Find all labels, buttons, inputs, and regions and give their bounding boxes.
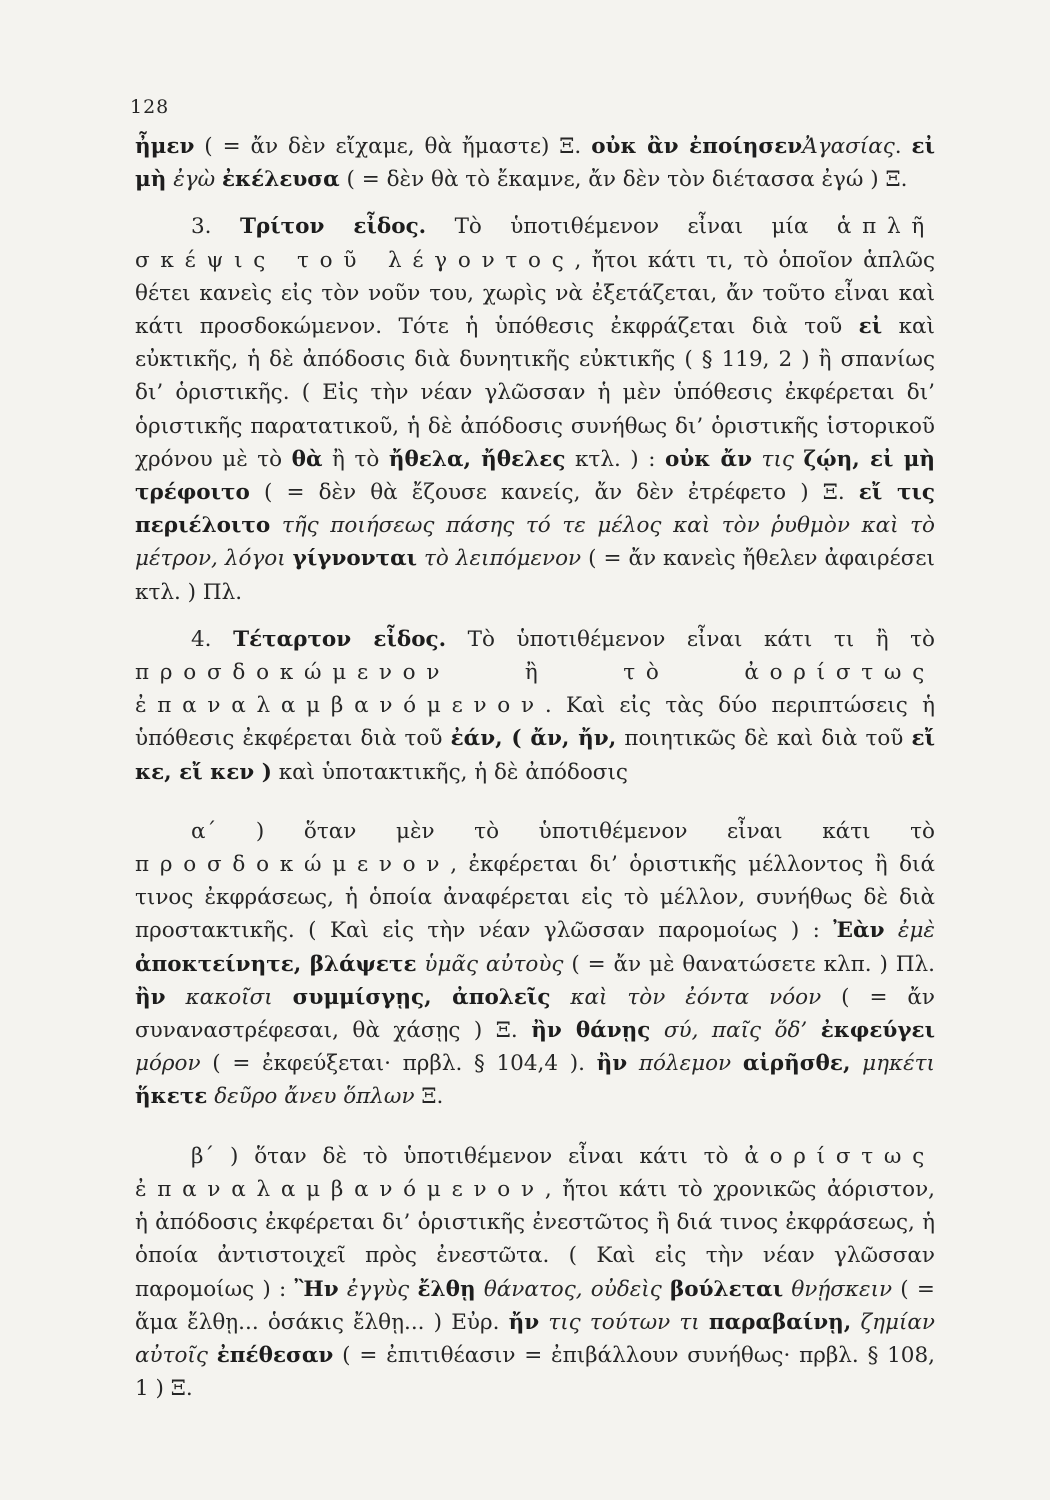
text-run	[731, 1051, 743, 1076]
italic-phrase: μόρον	[135, 1051, 201, 1077]
text-run: α΄ ) ὅταν μὲν τὸ ὑποτιθέμενον εἶναι κάτι τὸ	[191, 818, 935, 844]
text-run: , ἤτοι κάτι τὸ χρονικῶς ἀόριστον, ἡ ἀπόδοσις ἐκφέρεται δι’ ὁριστικῆς ἐνεστῶτος ἢ διά τινος ἐκφράσεως, ἡ ὁποία ἀντιστοιχεῖ πρὸς ἐνεστῶτα. ( Καὶ εἰς τὴν νέαν γλῶσσαν παρομοίως ) :	[135, 1176, 935, 1302]
page-number: 128	[130, 96, 170, 118]
bold-phrase: εἴ κε, εἴ κεν )	[135, 726, 935, 785]
text-run	[476, 1277, 484, 1302]
bold-phrase: ἐπέθεσαν	[216, 1342, 334, 1368]
bold-phrase: ἥκετε	[135, 1084, 208, 1110]
bold-phrase: ἤν	[508, 1309, 540, 1335]
spaced-phrase: προσδοκώμενον	[135, 852, 451, 878]
text-run: ( = ἅμα ἔλθῃ... ὁσάκις ἔλθῃ... ) Εὐρ.	[135, 1276, 935, 1335]
bold-phrase: οὐκ ἄν	[665, 446, 753, 472]
text-run: Τὸ ὑποτιθέμενον εἶναι μία	[426, 214, 837, 240]
text-run	[662, 1277, 670, 1302]
text-run: .	[894, 134, 912, 159]
bold-phrase: οὐκ ἂν ἐποίησεν	[591, 134, 803, 159]
paragraph-third-kind	[135, 210, 935, 608]
italic-phrase: κακοῖσι	[185, 984, 273, 1010]
text-run: ( = ἄν συναναστρέφεσαι, θὰ χάσῃς ) Ξ.	[135, 984, 935, 1044]
text-run: Ξ.	[414, 1084, 444, 1110]
text-run	[270, 513, 282, 538]
bold-phrase: συμμίσγῃς, ἀπολεῖς	[292, 984, 551, 1010]
italic-phrase: ὑμᾶς αὐτοὺς	[424, 951, 564, 977]
bold-phrase: ἢν	[596, 1051, 628, 1077]
paragraph-case-alpha	[135, 815, 935, 1114]
text-run	[650, 1018, 663, 1043]
text-run: καὶ εὐκτικῆς, ἡ δὲ ἀπόδοσις διὰ δυνητικῆς εὐκτικῆς ( § 119, 2 ) ἢ σπανίως δι’ ὁριστικῆς. ( Εἰς τὴν νέαν γλῶσσαν ἡ μὲν ὑπόθεσις ἐκφέρεται δι’ ὁριστικῆς παρατατικοῦ, ἡ δὲ ἀπόδοσις συνήθως δι’ ὁριστικῆς ἱστορικοῦ χρόνου μὲ τὸ	[135, 314, 935, 472]
text-run	[417, 546, 424, 571]
bold-phrase: γίγνονται	[292, 546, 418, 572]
text-run: ἢ τὸ	[322, 446, 389, 472]
bold-phrase: ἦμεν	[135, 134, 195, 159]
italic-phrase: τις τούτων τι	[548, 1309, 700, 1335]
bold-phrase: θὰ	[291, 446, 323, 472]
text-run	[166, 985, 186, 1010]
text-run	[286, 546, 293, 571]
italic-phrase: μηκέτι	[862, 1051, 935, 1077]
bold-phrase: ἀποκτείνητε, βλάψετε	[135, 951, 417, 977]
italic-phrase: ζημίαν αὐτοῖς	[135, 1309, 935, 1368]
text-run	[627, 1051, 639, 1076]
bold-phrase: ἤθελα, ἤθελες	[388, 446, 566, 472]
spaced-phrase: ἁπλῆ σκέψις τοῦ λέγοντος	[135, 214, 935, 273]
text-run	[700, 1310, 709, 1335]
text-run: 3.	[191, 214, 240, 240]
text-run: ( = ἐπιτιθέασιν = ἐπιβάλλουν συνήθως· πρβλ. § 108, 1 ) Ξ.	[135, 1342, 935, 1402]
italic-phrase: θάνατος, οὐδεὶς	[483, 1276, 662, 1302]
text-run: ( = δὲν θὰ ἔζουσε κανείς, ἄν δὲν ἐτρέφετο ) Ξ.	[249, 480, 859, 506]
body-text	[135, 130, 935, 1405]
italic-phrase: δεῦρο	[214, 1084, 278, 1110]
bold-phrase: ἢν	[135, 984, 166, 1010]
italic-phrase: ἐγὼ	[173, 167, 216, 193]
italic-phrase: Ἀγασίας	[802, 134, 895, 159]
spaced-phrase: προσδοκώμενον ἢ τὸ ἀορίστως ἐπαναλαμβανόμενον	[135, 660, 935, 719]
bold-phrase: ἐκέλευσα	[221, 167, 340, 193]
bold-phrase: Ἢν	[294, 1276, 339, 1302]
italic-phrase: σύ, παῖς ὅδ’	[663, 1018, 808, 1044]
text-run: ( = δὲν θὰ τὸ ἔκαμνε, ἄν δὲν τὸν διέτασσα ἐγώ ) Ξ.	[339, 167, 908, 193]
text-run	[807, 1018, 820, 1043]
bold-phrase: Τρίτον εἶδος.	[239, 214, 427, 240]
text-run: , ἐκφέρεται δι’ ὁριστικῆς μέλλοντος ἢ διά τινος ἐκφράσεως, ἡ ὁποία ἀναφέρεται εἰς τὸ μέλλον, συνήθως δὲ διὰ προστακτικῆς. ( Καὶ εἰς τὴν νέαν γλῶσσαν παρομοίως ) :	[135, 852, 935, 944]
text-run: κτλ. ) :	[565, 446, 665, 472]
bold-phrase: εἴ τις περιέλοιτο	[135, 480, 935, 539]
italic-phrase: τις	[761, 446, 794, 472]
italic-phrase: τῆς ποιήσεως πάσης τό τε μέλος καὶ τὸν ῥυθμὸν καὶ τὸ μέτρον, λόγοι	[135, 513, 935, 572]
text-run: ( = ἄν δὲν εἴχαμε, θὰ ἤμαστε) Ξ.	[194, 134, 592, 159]
bold-phrase: Ἐὰν	[833, 918, 885, 944]
bold-phrase: βούλεται	[670, 1276, 784, 1302]
text-run	[539, 1310, 548, 1335]
text-run: , ἤτοι κάτι τι, τὸ ὁποῖον ἁπλῶς θέτει κανεὶς εἰς τὸν νοῦν του, χωρὶς νὰ ἐξετάζεται, ἄν τοῦτο εἶναι καὶ κάτι προσδοκώμενον. Τότε ἡ ὑπόθεσις ἐκφράζεται διὰ τοῦ	[135, 247, 935, 340]
bold-phrase: ζῴη, εἰ μὴ τρέφοιτο	[135, 446, 935, 506]
paragraph-continuation	[135, 130, 935, 196]
bold-phrase: εἰ μὴ	[135, 134, 936, 193]
text-run: β΄ ) ὅταν δὲ τὸ ὑποτιθέμενον εἶναι κάτι τὸ	[191, 1143, 745, 1169]
bold-phrase: ἐάν, ( ἄν, ἤν,	[450, 726, 617, 752]
bold-phrase: ἐκφεύγει	[820, 1018, 935, 1044]
text-run	[885, 918, 898, 943]
italic-phrase: θνῄσκειν	[791, 1276, 893, 1302]
text-run: ( = ἐκφεύξεται· πρβλ. § 104,4 ).	[200, 1051, 597, 1077]
text-run: ποιητικῶς δὲ καὶ διὰ τοῦ	[616, 726, 912, 752]
text-run: ( = ἄν μὲ θανατώσετε κλπ. ) Πλ.	[563, 951, 935, 977]
text-run: 4.	[191, 626, 234, 652]
italic-phrase: ἐμὲ	[897, 918, 935, 944]
text-run: Τὸ ὑποτιθέμενον εἶναι κάτι τι ἢ τὸ	[446, 626, 935, 652]
text-run: ( = ἄν κανεὶς ἤθελεν ἀφαιρέσει κτλ. ) Πλ.	[135, 546, 935, 605]
italic-phrase: καὶ τὸν ἐόντα νόον	[570, 984, 822, 1010]
italic-phrase: ἐγγὺς	[346, 1276, 410, 1302]
bold-phrase: ἔλθῃ	[417, 1276, 476, 1302]
text-run	[215, 167, 222, 192]
bold-phrase: παραβαίνῃ,	[708, 1309, 852, 1335]
bold-phrase: αἱρῆσθε,	[742, 1051, 851, 1077]
text-run	[339, 1277, 347, 1302]
text-run: καὶ ὑποτακτικῆς, ἡ δὲ ἀπόδοσις	[271, 759, 628, 785]
italic-phrase: πόλεμον	[638, 1051, 732, 1077]
text-run: . Καὶ εἰς τὰς δύο περιπτώσεις ἡ ὑπόθεσις ἐκφέρεται διὰ τοῦ	[135, 693, 935, 752]
text-run	[850, 1051, 862, 1076]
text-run	[273, 985, 293, 1010]
text-run	[752, 447, 762, 472]
italic-phrase: ἄνευ ὅπλων	[284, 1084, 415, 1110]
paragraph-case-beta	[135, 1140, 935, 1406]
bold-phrase: εἰ	[858, 314, 883, 340]
text-run	[550, 985, 570, 1010]
text-run	[208, 1343, 217, 1368]
spaced-phrase: ἀορίστως ἐπαναλαμβανόμενον	[135, 1143, 935, 1202]
bold-phrase: ἢν θάνῃς	[531, 1018, 651, 1044]
bold-phrase: Τέταρτον εἶδος.	[233, 626, 447, 652]
italic-phrase: τὸ λειπόμενον	[424, 546, 582, 572]
paragraph-fourth-kind	[135, 623, 935, 789]
